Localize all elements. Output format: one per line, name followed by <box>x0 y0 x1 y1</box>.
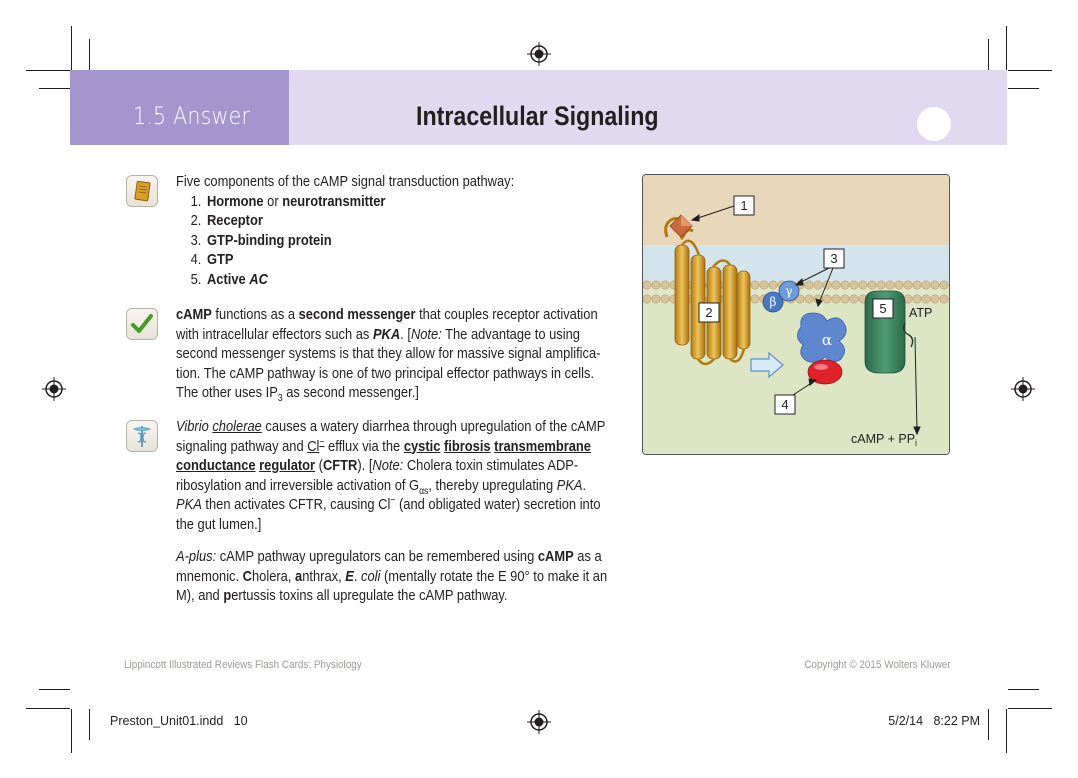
lipid-head <box>922 281 930 289</box>
lipid-head <box>868 281 876 289</box>
text-run: cAMP <box>537 548 574 565</box>
registration-mark-icon <box>42 377 66 401</box>
callout-1: 1 <box>740 198 748 213</box>
crop-mark <box>1006 26 1007 70</box>
lipid-head <box>751 281 759 289</box>
text-line <box>176 344 619 364</box>
text-run: conductance <box>176 457 256 474</box>
text-run: or <box>263 192 283 210</box>
lipid-head <box>805 295 813 303</box>
footer-left: Lippincott Illustrated Reviews Flash Cards: Physiology <box>124 659 362 671</box>
lipid-head <box>841 281 849 289</box>
text-run: ribosylation and irreversible activation of G <box>176 476 420 494</box>
list-item <box>191 192 619 212</box>
text-run: . [ <box>400 325 411 343</box>
text-line <box>176 305 619 325</box>
registration-mark-icon <box>1011 377 1035 401</box>
text-line <box>176 515 619 535</box>
caduceus-box <box>126 420 158 452</box>
text-run: ( <box>315 457 323 474</box>
lipid-head <box>913 281 921 289</box>
text-run: fibrosis <box>443 437 491 455</box>
text-run: AC <box>249 270 268 288</box>
lipid-head <box>643 295 651 303</box>
list-number: 2. <box>190 212 202 229</box>
crop-mark <box>1008 70 1052 71</box>
caduceus-icon <box>127 421 157 451</box>
text-run: p <box>223 587 232 604</box>
lipid-head <box>652 295 660 303</box>
extracellular-space <box>643 175 949 245</box>
text-run: a <box>295 567 303 585</box>
text-run: signaling pathway and <box>176 437 308 455</box>
text-line <box>176 364 619 384</box>
text-run: PKA <box>176 496 202 513</box>
text-run: second messenger <box>298 306 416 323</box>
text-run: − <box>390 495 396 506</box>
text-run: Hormone <box>206 192 264 210</box>
lipid-head <box>904 281 912 289</box>
text-run: GTP <box>206 251 234 268</box>
text-run: holera, <box>252 567 296 585</box>
text-run: efflux via the <box>324 437 404 455</box>
text-run: A-plus: <box>176 548 217 565</box>
list-number: 4. <box>190 251 202 268</box>
header-circle-icon <box>917 107 951 141</box>
section-label: 1.5 Answer <box>133 102 251 130</box>
lipid-head <box>823 295 831 303</box>
text-line <box>176 383 619 403</box>
text-run: (mentally rotate the E 90° to make it an <box>380 567 608 585</box>
lipid-head <box>931 295 939 303</box>
lipid-head <box>661 295 669 303</box>
text-run: Receptor <box>206 212 263 229</box>
callout-2: 2 <box>705 305 713 320</box>
text-line <box>176 437 619 457</box>
lipid-head <box>751 295 759 303</box>
lipid-head <box>895 281 903 289</box>
beta-label: β <box>769 295 777 309</box>
callout-4: 4 <box>781 397 789 412</box>
lipid-head <box>850 295 858 303</box>
list-number: 5. <box>190 270 202 288</box>
text-run: Note: <box>410 325 442 343</box>
text-run: PKA <box>372 325 401 343</box>
text-run: the gut lumen.] <box>176 515 262 533</box>
list-number: 1. <box>190 192 202 210</box>
lipid-head <box>940 281 948 289</box>
text-run: Active <box>206 270 250 288</box>
crop-mark <box>1008 708 1052 709</box>
lipid-head <box>913 295 921 303</box>
block1-text <box>176 172 619 289</box>
lipid-head <box>886 281 894 289</box>
text-run: GTP-binding protein <box>206 231 332 249</box>
text-line <box>176 495 619 515</box>
crop-mark <box>71 709 72 753</box>
lipid-head <box>652 281 660 289</box>
text-run: nthrax, <box>302 567 346 585</box>
lipid-head <box>850 281 858 289</box>
crop-mark <box>26 708 70 709</box>
text-run: causes a watery diarrhea through upregulation of the cAMP <box>261 418 606 435</box>
text-line <box>176 456 619 476</box>
lipid-head <box>922 295 930 303</box>
text-run: then activates CFTR, causing Cl <box>201 496 391 513</box>
list-item <box>191 250 619 270</box>
text-run: αs <box>419 485 429 497</box>
text-run: regulator <box>259 457 316 474</box>
crop-mark <box>89 709 90 740</box>
crop-mark <box>39 689 70 690</box>
card-icon <box>126 175 158 207</box>
text-run: cholerae <box>212 418 262 435</box>
alpha-label: α <box>821 331 833 349</box>
lipid-head <box>931 281 939 289</box>
gamma-label: γ <box>785 284 793 298</box>
text-run: Vibrio <box>176 418 209 435</box>
camp-pathway-figure <box>642 174 950 455</box>
lipid-head <box>760 281 768 289</box>
slug-filename: Preston_Unit01.indd 10 <box>110 714 248 728</box>
block3-text <box>176 417 619 534</box>
text-line <box>176 567 619 587</box>
text-run: E <box>345 567 354 585</box>
callout-3: 3 <box>830 251 838 266</box>
lipid-head <box>877 281 885 289</box>
text-run: , thereby upregulating <box>428 476 557 494</box>
lipid-head <box>805 281 813 289</box>
block4-text <box>176 547 619 606</box>
crop-mark <box>39 88 70 89</box>
text-run: ertussis toxins all upregulate the cAMP pathway. <box>231 587 508 604</box>
lipid-head <box>832 281 840 289</box>
text-run: cystic <box>403 437 441 455</box>
text-line <box>176 547 619 567</box>
checkmark-box <box>126 308 158 340</box>
checkmark-icon <box>127 309 157 339</box>
text-run: CFTR <box>322 457 358 474</box>
text-run: cAMP pathway upregulators can be remembered using <box>216 548 538 565</box>
lipid-head <box>940 295 948 303</box>
crop-mark <box>1006 709 1007 753</box>
camp-pathway-diagram <box>643 175 949 454</box>
atp-label: ATP <box>909 306 933 320</box>
text-run: second messenger systems is that they allow for massive signal amplifica- <box>176 345 601 362</box>
text-run: tion. The cAMP pathway is one of two principal effector pathways in cells. <box>176 364 595 382</box>
text-run: neurotransmitter <box>282 192 386 210</box>
list-item <box>191 211 619 231</box>
product-label: cAMP + $PP_i$ <box>851 432 918 448</box>
text-run: . <box>353 567 362 585</box>
text-run: functions as a <box>211 306 299 323</box>
text-run: M), and <box>176 587 224 604</box>
text-run: Note: <box>372 457 404 474</box>
text-run: 3 <box>277 393 283 404</box>
text-run: ). [ <box>357 457 373 474</box>
lipid-head <box>661 281 669 289</box>
text-run: as second messenger.] <box>282 384 419 401</box>
lipid-head <box>769 281 777 289</box>
crop-mark <box>988 39 989 70</box>
text-run: . <box>582 476 587 494</box>
crop-mark <box>71 26 72 70</box>
list-number: 3. <box>190 231 202 249</box>
lipid-head <box>643 281 651 289</box>
slug-date: 5/2/14 8:22 PM <box>888 714 980 728</box>
text-run: Cholera toxin stimulates ADP- <box>403 457 579 474</box>
text-run: coli <box>361 567 381 585</box>
text-line <box>176 476 619 496</box>
list-item <box>191 231 619 251</box>
text-run: cAMP <box>176 306 212 323</box>
block2-text <box>176 305 619 403</box>
crop-mark <box>1008 689 1039 690</box>
text-line <box>176 325 619 345</box>
lipid-head <box>859 281 867 289</box>
crop-mark <box>26 70 70 71</box>
component-list <box>176 192 619 290</box>
footer-copyright: Copyright © 2015 Wolters Kluwer <box>804 659 951 671</box>
text-run: with intracellular effectors such as <box>176 325 373 343</box>
text-run: as a <box>573 548 602 565</box>
text-run: (and obligated water) secretion into <box>395 496 601 513</box>
page-title: Intracellular Signaling <box>416 101 659 131</box>
text-run: PKA <box>556 476 583 494</box>
crop-mark <box>1008 88 1039 89</box>
text-line <box>176 417 619 437</box>
text-line <box>176 586 619 606</box>
list-item <box>191 270 619 290</box>
text-run: Cl <box>307 437 320 455</box>
text-run: − <box>319 436 325 448</box>
text-run: C <box>242 567 253 585</box>
crop-mark <box>988 709 989 740</box>
text-run: The advantage to using <box>441 325 580 343</box>
text-run: transmembrane <box>494 437 591 455</box>
lipid-head <box>832 295 840 303</box>
note-card-icon <box>127 176 157 206</box>
registration-mark-icon <box>527 42 551 66</box>
block1-intro: Five components of the cAMP signal transduction pathway: <box>176 173 515 190</box>
registration-mark-icon <box>527 710 551 734</box>
text-run: The other uses IP <box>176 384 278 401</box>
text-run: that couples receptor activation <box>415 306 598 323</box>
lipid-head <box>841 295 849 303</box>
crop-mark <box>89 39 90 70</box>
lipid-head <box>814 281 822 289</box>
callout-5: 5 <box>879 301 887 316</box>
text-run: mnemonic. <box>176 567 243 585</box>
